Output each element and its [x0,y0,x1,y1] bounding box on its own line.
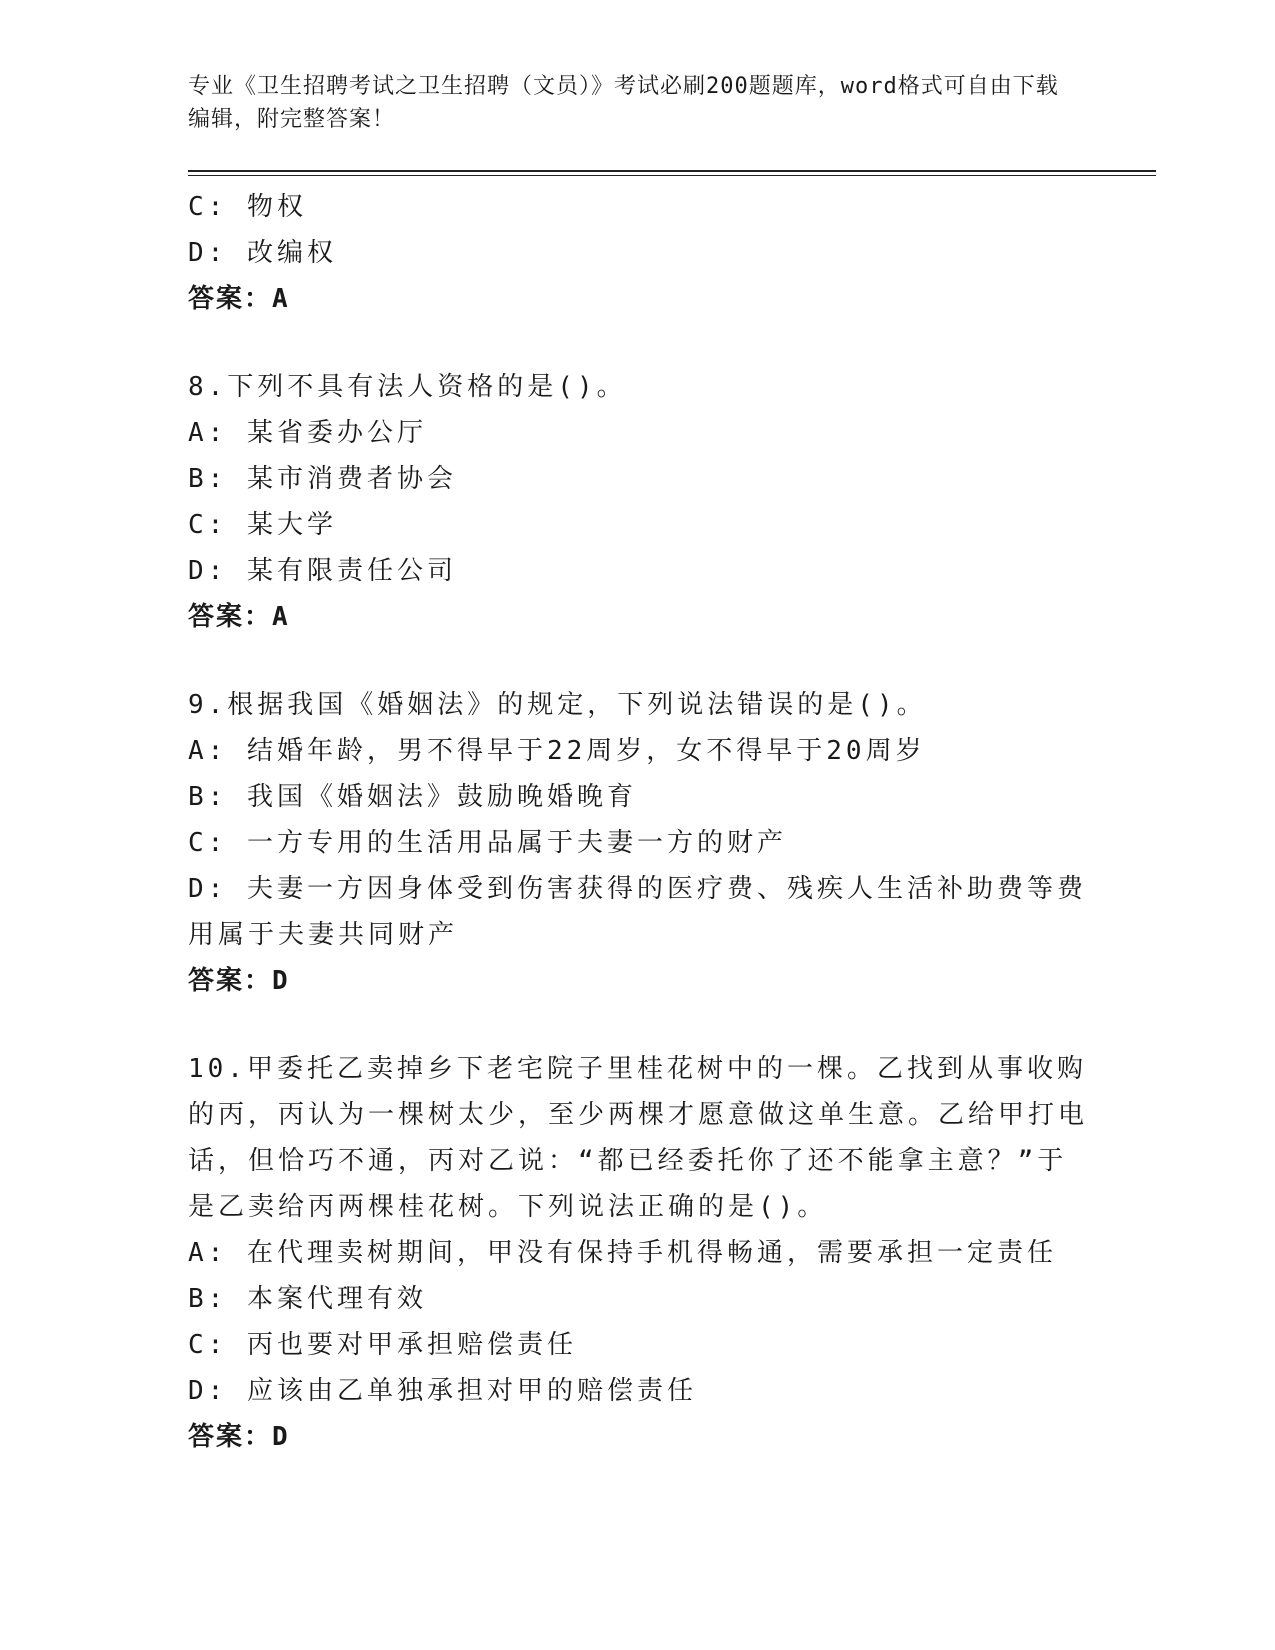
option-c: C: 物权 [188,192,307,222]
question-stem: 8.下列不具有法人资格的是()。 [188,372,627,402]
option-b: B: 我国《婚姻法》鼓励晚婚晚育 [188,782,637,812]
option-d: D: 夫妻一方因身体受到伤害获得的医疗费、残疾人生活补助费等费用属于夫妻共同财产 [188,874,1087,950]
question-stem: 10.甲委托乙卖掉乡下老宅院子里桂花树中的一棵。乙找到从事收购的丙，丙认为一棵树太少，至少两棵才愿意做这单生意。乙给甲打电话，但恰巧不通，丙对乙说：“都已经委托你了还不能拿主意？”于是乙卖给丙两棵桂花树。下列说法正确的是()。 [188,1054,1089,1222]
question-list [188,184,1088,1460]
option-b: B: 本案代理有效 [188,1284,427,1314]
answer: 答案：A [188,602,290,632]
option-c: C: 一方专用的生活用品属于夫妻一方的财产 [188,828,787,858]
document-page [188,70,1088,1460]
question-8 [188,364,1088,640]
option-d: D: 应该由乙单独承担对甲的赔偿责任 [188,1376,697,1406]
option-c: C: 丙也要对甲承担赔偿责任 [188,1330,577,1360]
question-7-tail [188,184,1088,322]
document-header: 专业《卫生招聘考试之卫生招聘（文员）》考试必刷200题题库，word格式可自由下载编辑，附完整答案！ [188,74,1059,132]
option-d: D: 改编权 [188,238,337,268]
header-divider [188,170,1156,176]
option-b: B: 某市消费者协会 [188,464,457,494]
option-a: A: 结婚年龄，男不得早于22周岁，女不得早于20周岁 [188,736,926,766]
answer: 答案：D [188,1422,290,1452]
option-a: A: 在代理卖树期间，甲没有保持手机得畅通，需要承担一定责任 [188,1238,1057,1268]
question-9 [188,682,1088,1004]
option-a: A: 某省委办公厅 [188,418,427,448]
question-stem: 9.根据我国《婚姻法》的规定，下列说法错误的是()。 [188,690,927,720]
answer: 答案：D [188,966,290,996]
option-d: D: 某有限责任公司 [188,556,457,586]
answer: 答案：A [188,284,290,314]
option-c: C: 某大学 [188,510,337,540]
question-10 [188,1046,1088,1460]
